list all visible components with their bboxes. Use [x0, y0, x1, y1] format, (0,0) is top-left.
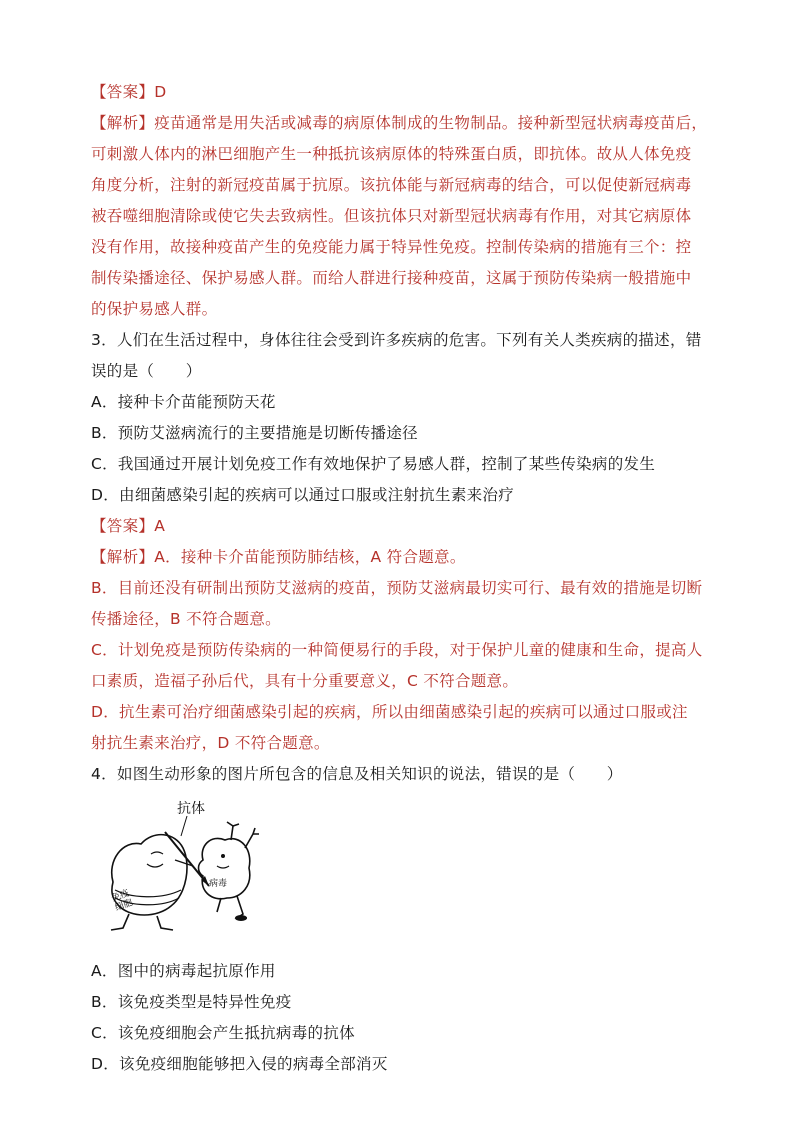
q2-analysis-text: 的保护易感人群。	[91, 300, 218, 318]
figure-label-antibody: 抗体	[177, 801, 205, 817]
q3-analysis-text: 传播途径，B 不符合题意。	[91, 610, 281, 628]
immune-cartoon-figure	[91, 794, 271, 936]
figure-label-immune-cell: 免疫细胞	[110, 888, 135, 914]
analysis-tag: 【解析】	[91, 114, 155, 132]
q3-analysis-text: B．目前还没有研制出预防艾滋病的疫苗，预防艾滋病最切实可行、最有效的措施是切断	[91, 579, 703, 597]
figure-label-virus: 病毒	[209, 879, 228, 889]
q2-analysis-text: 角度分析，注射的新冠疫苗属于抗原。该抗体能与新冠病毒的结合，可以促使新冠病毒	[91, 176, 692, 194]
q3-option-a: A．接种卡介苗能预防天花	[91, 393, 276, 411]
q2-analysis-text: 疫苗通常是用失活或减毒的病原体制成的生物制品。接种新型冠状病毒疫苗后，	[154, 114, 708, 132]
q3-analysis-text: D．抗生素可治疗细菌感染引起的疾病，所以由细菌感染引起的疾病可以通过口服或注	[91, 703, 688, 721]
q3-option-b: B．预防艾滋病流行的主要措施是切断传播途径	[91, 424, 418, 442]
q2-analysis-text: 可刺激人体内的淋巴细胞产生一种抵抗该病原体的特殊蛋白质，即抗体。故从人体免疫	[91, 145, 692, 163]
q2-answer-value: D	[154, 83, 167, 101]
q2-answer-line	[91, 77, 705, 108]
answer-tag: 【答案】	[91, 517, 155, 535]
q4-option-b: B．该免疫类型是特异性免疫	[91, 993, 292, 1011]
q3-analysis-text: A．接种卡介苗能预防肺结核，A 符合题意。	[154, 548, 466, 566]
answer-tag: 【答案】	[91, 83, 155, 101]
q3-option-c: C．我国通过开展计划免疫工作有效地保护了易感人群，控制了某些传染病的发生	[91, 455, 656, 473]
q3-analysis-text: C．计划免疫是预防传染病的一种简便易行的手段，对于保护儿童的健康和生命，提高人	[91, 641, 703, 659]
q3-analysis-text: 射抗生素来治疗，D 不符合题意。	[91, 734, 330, 752]
analysis-tag: 【解析】	[91, 548, 155, 566]
q3-stem: 误的是（ ）	[91, 362, 202, 380]
q4-option-a: A．图中的病毒起抗原作用	[91, 962, 276, 980]
q4-option-d: D．该免疫细胞能够把入侵的病毒全部消灭	[91, 1055, 388, 1073]
q3-answer-value: A	[154, 517, 166, 535]
q3-stem: 3．人们在生活过程中，身体往往会受到许多疾病的危害。下列有关人类疾病的描述，错	[91, 331, 702, 349]
exam-page	[91, 77, 708, 1080]
q4-option-c: C．该免疫细胞会产生抵抗病毒的抗体	[91, 1024, 355, 1042]
q2-analysis-text: 被吞噬细胞清除或使它失去致病性。但该抗体只对新型冠状病毒有作用，对其它病原体	[91, 207, 692, 225]
q2-analysis-text: 没有作用，故接种疫苗产生的免疫能力属于特异性免疫。控制传染病的措施有三个：控	[91, 238, 692, 256]
q2-analysis-text: 制传染播途径、保护易感人群。而给人群进行接种疫苗，这属于预防传染病一般措施中	[91, 269, 692, 287]
q2-analysis-line	[91, 108, 708, 139]
q3-analysis-line	[91, 542, 705, 573]
q3-analysis-text: 口素质，造福子孙后代，具有十分重要意义，C 不符合题意。	[91, 672, 519, 690]
q3-answer-line	[91, 511, 705, 542]
q3-option-d: D．由细菌感染引起的疾病可以通过口服或注射抗生素来治疗	[91, 486, 515, 504]
q4-stem: 4．如图生动形象的图片所包含的信息及相关知识的说法，错误的是（ ）	[91, 765, 623, 783]
